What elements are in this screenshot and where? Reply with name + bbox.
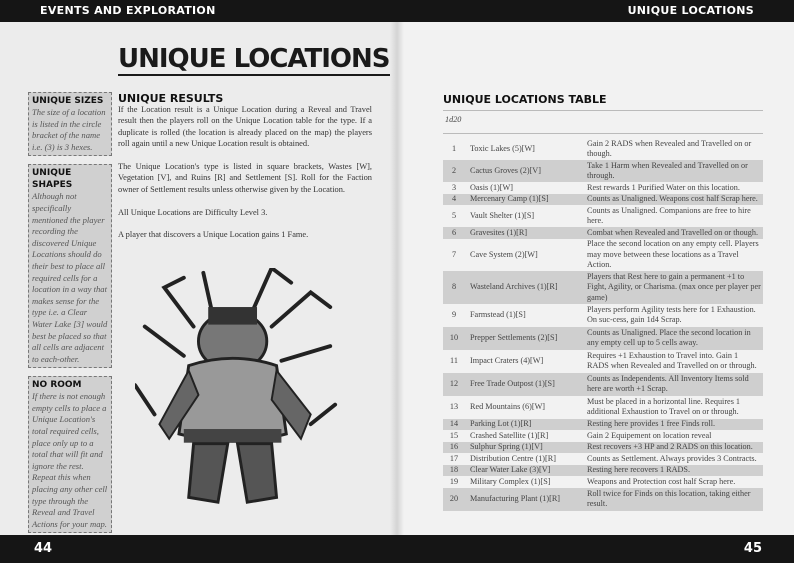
table-row	[443, 396, 763, 419]
page-gutter	[390, 22, 404, 535]
paragraph: If the Location result is a Unique Location during a Reveal and Travel result then the players roll on the Unique Location table for the type. If a duplicate is rolled (the location is already placed on the map) the players roll again until a new Unique Location result is obtained.	[118, 105, 372, 149]
location-name-cell: Cactus Groves (2)[V]	[470, 165, 541, 175]
table-row	[443, 205, 763, 227]
location-name-cell: Sulphur Spring (1)[V]	[470, 442, 543, 451]
roll-cell: 17	[449, 453, 459, 463]
effect-cell: Place the second location on any empty cell. Players may move between these locations as a Travel Action.	[587, 239, 759, 269]
paragraph: All Unique Locations are Difficulty Level 3.	[118, 207, 268, 217]
sidebar-box-no-room	[28, 376, 112, 533]
sidebar-text: The size of a location is listed in the circle bracket of the name i.e. (3) is 3 hexes.	[32, 107, 106, 152]
location-name-cell: Red Mountains (6)[W]	[470, 401, 546, 411]
bottom-bar	[0, 535, 794, 563]
location-name-cell: Free Trade Outpost (1)[S]	[470, 378, 555, 388]
roll-cell: 5	[451, 210, 457, 220]
effect-cell: Players perform Agility tests here for 1 Exhaustion. On suc-cess, gain 1d4 Scrap.	[587, 304, 756, 324]
sidebar-text: Although not specifically mentioned the player recording the discovered Unique Locations should do their best to place all required cells for a location in a way that makes sense for the type i.e. a Clear Water Lake [3] would best be placed so that all cells are adjacent to each-other.	[32, 191, 108, 364]
effect-cell: Resting here provides 1 free Finds roll.	[587, 419, 716, 428]
table-row	[443, 488, 763, 511]
roll-cell: 20	[449, 493, 459, 503]
table-row	[443, 271, 763, 304]
location-name-cell: Cave System (2)[W]	[470, 249, 538, 259]
location-name-cell: Mercenary Camp (1)[S]	[470, 194, 549, 203]
location-name-cell: Manufacturing Plant (1)[R]	[470, 493, 561, 503]
mutant-illustration	[135, 268, 340, 512]
sidebar-title: UNIQUE SIZES	[32, 96, 104, 106]
location-name-cell: Oasis (1)[W]	[470, 182, 513, 192]
table-row	[443, 442, 763, 454]
table-row	[443, 419, 763, 431]
paragraph: A player that discovers a Unique Location gains 1 Fame.	[118, 230, 309, 240]
effect-cell: Requires +1 Exhaustion to Travel into. Gain 1 RADS when Revealed and Travelled on or through.	[587, 350, 757, 370]
sidebar-box-shapes	[28, 164, 112, 368]
roll-cell: 8	[451, 282, 457, 291]
location-name-cell: Prepper Settlements (2)[S]	[470, 332, 558, 342]
table-row	[443, 194, 763, 206]
location-name-cell: Vault Shelter (1)[S]	[470, 210, 535, 220]
running-header-right: UNIQUE LOCATIONS	[627, 4, 754, 17]
sidebar-text: If there is not enough empty cells to place a Unique Location's total required cells, place only up to a total that will fit and ignore the rest. Repeat this when placing any other cell type through the Reveal and Travel Actions for your map.	[32, 391, 108, 529]
location-name-cell: Wasteland Archives (1)[R]	[470, 282, 558, 291]
effect-cell: Resting here recovers 1 RADS.	[587, 465, 691, 474]
roll-cell: 15	[449, 430, 459, 440]
roll-cell: 6	[451, 227, 457, 237]
table-row	[443, 465, 763, 477]
sidebar	[28, 92, 112, 533]
roll-cell: 11	[450, 355, 458, 365]
effect-cell: Counts as Unaligned. Weapons cost half Scrap here.	[587, 194, 758, 203]
effect-cell: Rest recovers +3 HP and 2 RADS on this location.	[587, 442, 753, 451]
page-title: UNIQUE LOCATIONS	[118, 44, 390, 74]
sidebar-box-sizes	[28, 92, 112, 156]
effect-cell: Gain 2 RADS when Revealed and Travelled on or though.	[587, 138, 752, 158]
location-name-cell: Impact Craters (4)[W]	[470, 355, 544, 365]
effect-cell: Counts as Unaligned. Place the second location in any empty cell up to 5 cells away.	[587, 327, 751, 347]
results-body	[118, 104, 372, 252]
sidebar-title: UNIQUE SHAPES	[32, 168, 73, 191]
table-row	[443, 373, 763, 396]
roll-cell: 10	[449, 332, 459, 342]
roll-cell: 14	[449, 419, 459, 428]
unique-locations-table	[443, 110, 763, 511]
table-heading: UNIQUE LOCATIONS TABLE	[443, 93, 607, 106]
roll-cell: 3	[451, 182, 457, 192]
effect-cell: Counts as Independents. All Inventory Items sold here are worth +1 Scrap.	[587, 373, 749, 393]
effect-cell: Take 1 Harm when Revealed and Travelled on or through.	[587, 160, 748, 180]
table-row	[443, 350, 763, 373]
table-row	[443, 476, 763, 488]
effect-cell: Must be placed in a horizontal line. Requires 1 additional Exhaustion to Travel on or through.	[587, 396, 741, 416]
effect-cell: Players that Rest here to gain a permanent +1 to Fight, Agility, or Charisma. (max once per player per game)	[587, 271, 761, 302]
roll-cell: 1	[451, 143, 457, 153]
running-header-left: EVENTS AND EXPLORATION	[40, 4, 216, 17]
table-row	[443, 160, 763, 182]
location-name-cell: Farmstead (1)[S]	[470, 309, 526, 319]
roll-cell: 13	[449, 401, 459, 411]
roll-cell: 19	[449, 476, 459, 486]
die-header: 1d20	[443, 110, 763, 134]
table-row	[443, 327, 763, 350]
table-row	[443, 227, 763, 239]
results-heading: UNIQUE RESULTS	[118, 92, 224, 105]
location-name-cell: Crashed Satellite (1)[R]	[470, 430, 549, 440]
location-name-cell: Military Complex (1)[S]	[470, 476, 551, 486]
sidebar-title: NO ROOM	[32, 380, 82, 391]
table-row	[443, 430, 763, 442]
location-name-cell: Gravesites (1)[R]	[470, 227, 528, 237]
location-name-cell: Toxic Lakes (5)[W]	[470, 143, 535, 153]
effect-cell: Counts as Settlement. Always provides 3 Contracts.	[587, 453, 757, 463]
effect-cell: Gain 2 Equipement on location reveal	[587, 430, 712, 440]
location-name-cell: Distribution Centre (1)[R]	[470, 453, 556, 463]
location-name-cell: Parking Lot (1)[R]	[470, 419, 532, 428]
table-row	[443, 304, 763, 327]
table-row	[443, 182, 763, 194]
effect-cell: Roll twice for Finds on this location, taking either result.	[587, 488, 751, 508]
effect-cell: Combat when Revealed and Travelled on or though.	[587, 227, 758, 237]
roll-cell: 2	[451, 165, 457, 175]
effect-cell: Weapons and Protection cost half Scrap here.	[587, 476, 736, 486]
roll-cell: 18	[449, 465, 459, 474]
roll-cell: 9	[451, 309, 457, 319]
effect-cell: Counts as Unaligned. Companions are free to hire here.	[587, 205, 751, 225]
roll-cell: 12	[449, 378, 459, 388]
page-number-right: 45	[743, 541, 762, 556]
page-number-left: 44	[34, 541, 53, 556]
roll-cell: 16	[449, 442, 459, 451]
effect-cell: Rest rewards 1 Purified Water on this location.	[587, 182, 740, 192]
table-row	[443, 138, 763, 160]
roll-cell: 4	[451, 194, 457, 203]
roll-cell: 7	[451, 249, 457, 259]
table-row	[443, 239, 763, 272]
paragraph: The Unique Location's type is listed in square brackets, Wastes [W], Vegetation [V], and Ruins [R] and Settlement [S]. Roll for the Faction owner of Settlement results unless otherwise given by the Location.	[118, 162, 372, 194]
table-row	[443, 453, 763, 465]
location-name-cell: Clear Water Lake (3)[V]	[470, 465, 551, 474]
